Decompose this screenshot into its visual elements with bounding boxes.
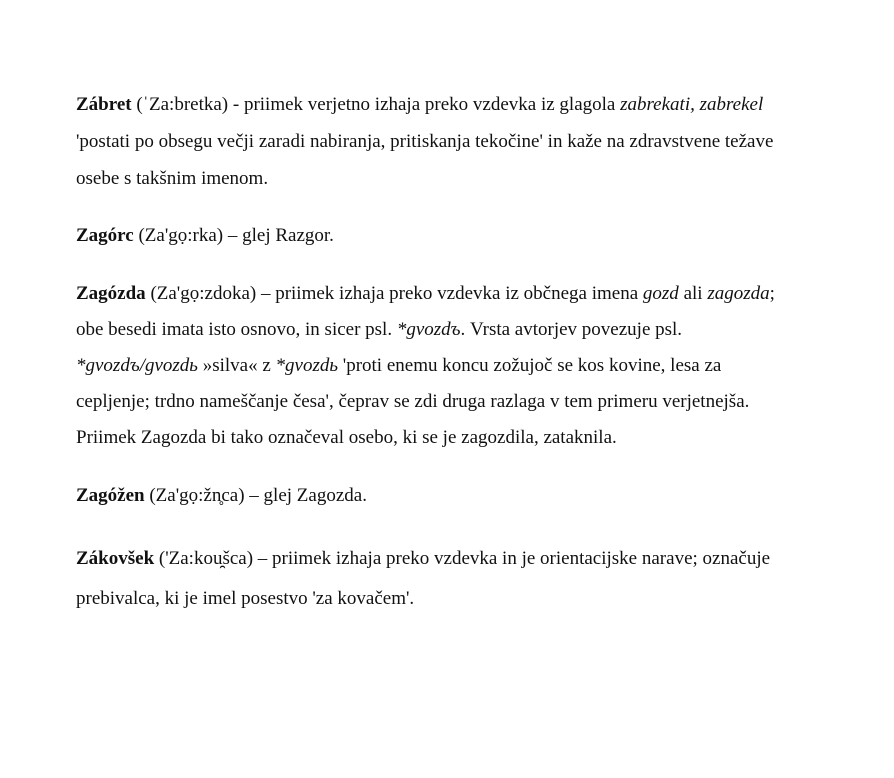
italic-term: *gvozdъ (396, 319, 461, 340)
entry-zagorc (76, 221, 866, 257)
italic-term: *gvozdь (275, 355, 339, 376)
headword: Zagórc (76, 225, 134, 246)
entry-line (76, 481, 866, 517)
entry-line (76, 584, 866, 624)
entry-line (76, 164, 866, 201)
entry-line (76, 351, 866, 387)
text-run: »silva« z (197, 355, 276, 376)
headword: Zákovšek (76, 548, 155, 569)
headword: Zábret (76, 94, 132, 115)
text-run: osebe s takšnim imenom. (76, 168, 269, 189)
italic-term: gozd (642, 283, 679, 304)
entry-line (76, 544, 866, 584)
text-run: obe besedi imata isto osnovo, in sicer psl. (76, 319, 397, 340)
document-page (76, 90, 866, 624)
entry-line (76, 90, 866, 127)
text-run: ('Za:kou̯šca) – priimek izhaja preko vzdevka in je orientacijske narave; označuje (158, 548, 771, 569)
entry-zagozen (76, 481, 866, 517)
italic-term: *gvozdъ/gvozdь (76, 355, 198, 376)
italic-term: zabrekati, zabrekel (620, 94, 764, 115)
headword: Zagóžen (76, 485, 145, 506)
text-run: 'postati po obsegu večji zaradi nabiranja, pritiskanja tekočine' in kaže na zdravstvene težave (76, 131, 774, 152)
text-run: (Za'gọ:žn̥ca) – glej Zagozda. (149, 485, 367, 506)
text-run: (Za'gọ:rka) – glej Razgor. (138, 225, 334, 246)
entry-line (76, 127, 866, 164)
text-run: prebivalca, ki je imel posestvo 'za kovačem'. (76, 588, 415, 609)
entry-zakovsek (76, 544, 866, 624)
headword: Zagózda (76, 283, 146, 304)
text-run: ali (678, 283, 708, 304)
entry-zabret (76, 90, 866, 201)
entry-line (76, 423, 866, 459)
text-run: ; (769, 283, 775, 304)
entry-line (76, 387, 866, 423)
entry-line (76, 315, 866, 351)
text-run: 'proti enemu koncu zožujoč se kos kovine, lesa za (338, 355, 722, 376)
text-run: Priimek Zagozda bi tako označeval osebo, ki se je zagozdila, zataknila. (76, 427, 617, 448)
text-run: . Vrsta avtorjev povezuje psl. (460, 319, 683, 340)
entry-line (76, 279, 866, 315)
entry-zagozda (76, 279, 866, 459)
text-run: (Za'gọ:zdoka) – priimek izhaja preko vzdevka iz občnega imena (150, 283, 643, 304)
text-run: (ˈZa:bretka) - priimek verjetno izhaja preko vzdevka iz glagola (136, 94, 621, 115)
text-run: cepljenje; trdno nameščanje česa', čeprav se zdi druga razlaga v tem primeru verjetnejša. (76, 391, 750, 412)
italic-term: zagozda (707, 283, 770, 304)
entry-line (76, 221, 866, 257)
